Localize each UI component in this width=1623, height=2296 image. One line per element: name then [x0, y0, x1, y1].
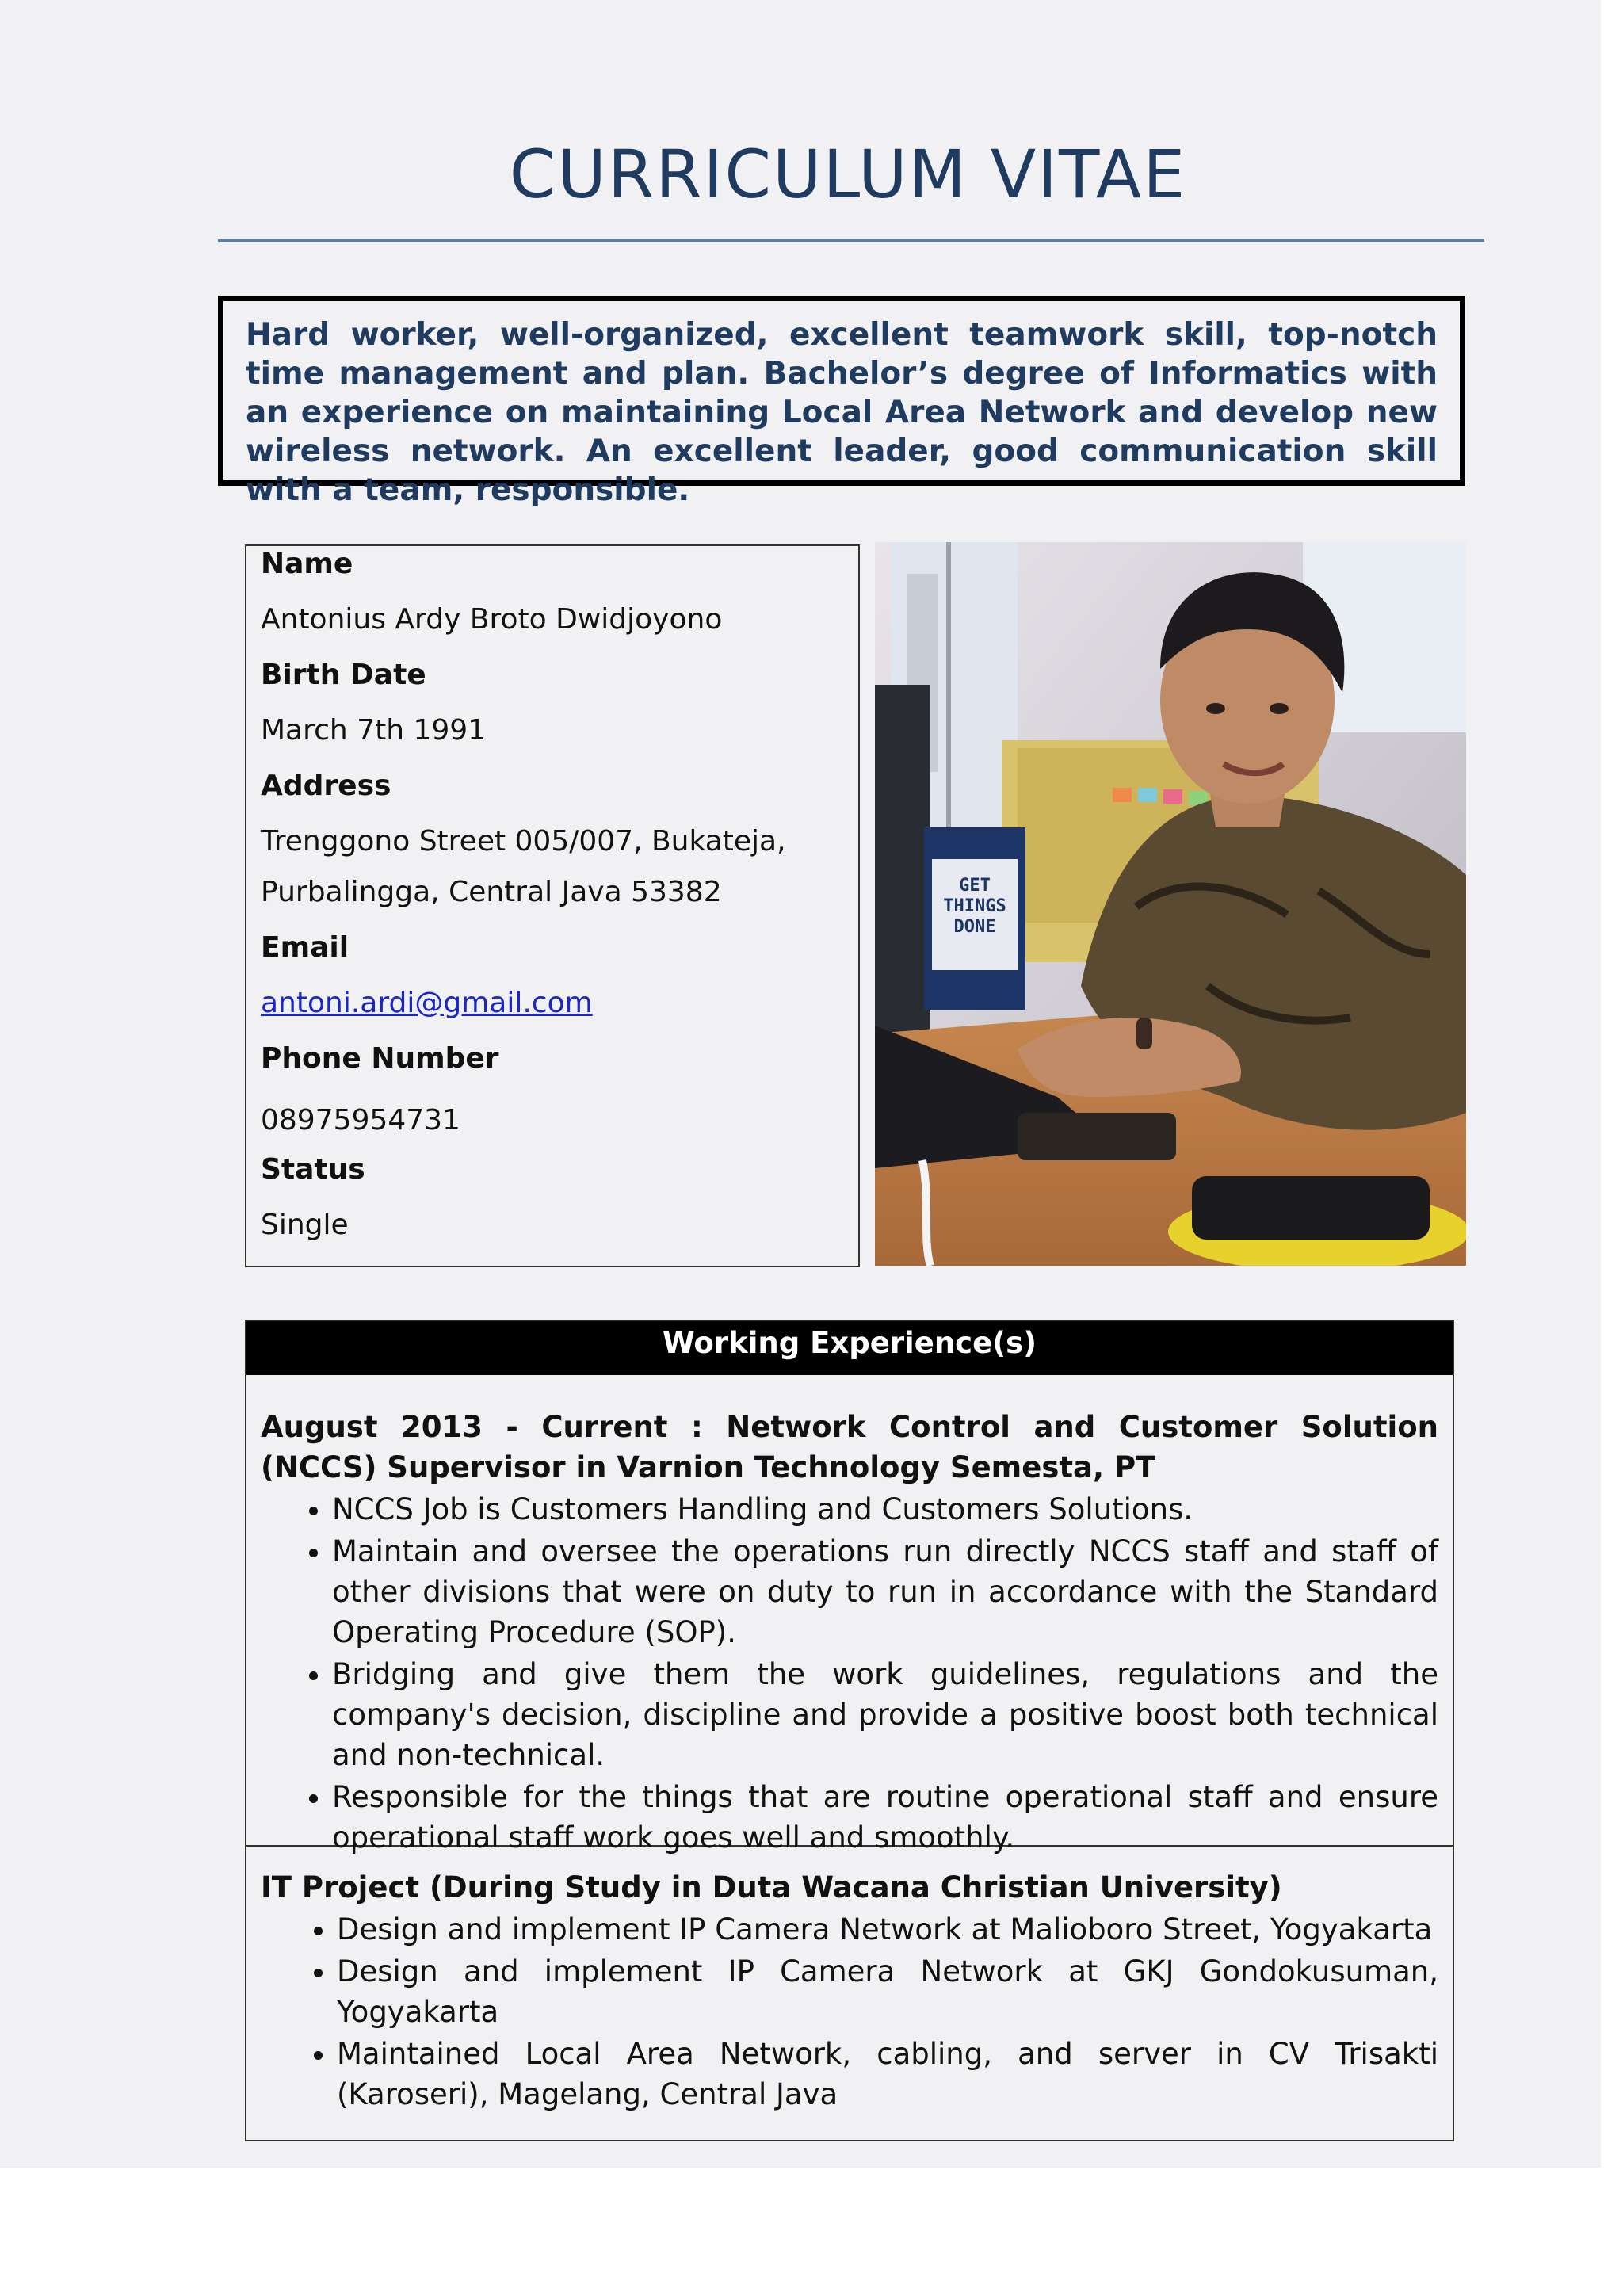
birth-date-label: Birth Date — [261, 659, 426, 691]
birth-date-value: March 7th 1991 — [261, 714, 487, 747]
address-line-2: Purbalingga, Central Java 53382 — [261, 876, 722, 908]
job-entry — [246, 1375, 1453, 1855]
project-bullet-1: • Design and implement IP Camera Network at Malioboro Street, Yogyakarta — [337, 1909, 1438, 1950]
job-bullet-4: • Responsible for the things that are routine operational staff and ensure operational staff work goes well and smoothly. — [332, 1777, 1438, 1858]
job-bullets — [261, 1489, 1438, 1858]
job-bullet-1: • NCCS Job is Customers Handling and Customers Solutions. — [332, 1489, 1438, 1530]
sign-line-1: GET — [959, 876, 991, 896]
email-value-row — [261, 987, 844, 1020]
name-label: Name — [261, 548, 353, 580]
address-line-1: Trenggono Street 005/007, Bukateja, — [261, 825, 786, 858]
job-bullet-3: • Bridging and give them the work guidelines, regulations and the company's decision, discipline and provide a positive boost both technical and non-technical. — [332, 1654, 1438, 1775]
sign-line-3: DONE — [953, 917, 996, 937]
title-divider — [218, 239, 1484, 242]
phone-value: 08975954731 — [261, 1104, 460, 1137]
project-bullets — [261, 1909, 1438, 2115]
project-bullet-3: • Maintained Local Area Network, cabling, and server in CV Trisakti (Karoseri), Magelang, Central Java — [337, 2034, 1438, 2115]
summary-box: Hard worker, well-organized, excellent teamwork skill, top-notch time management and plan. Bachelor’s degree of Informatics with an experience on maintaining Local Area Network and develop new wireless network. An excellent leader, good communication skill with a team, responsible. — [218, 296, 1465, 486]
experience-heading: Working Experience(s) — [246, 1321, 1453, 1375]
job-bullet-2: • Maintain and oversee the operations run directly NCCS staff and staff of other divisions that were on duty to run in accordance with the Standard Operating Procedure (SOP). — [332, 1531, 1438, 1652]
page-title: CURRICULUM VITAE — [509, 136, 1187, 213]
name-value: Antonius Ardy Broto Dwidjoyono — [261, 603, 723, 636]
personal-info-box — [245, 544, 860, 1267]
address-label: Address — [261, 770, 391, 802]
project-title: IT Project (During Study in Duta Wacana Christian University) — [261, 1870, 1282, 1904]
phone-label: Phone Number — [261, 1042, 499, 1075]
status-value: Single — [261, 1209, 349, 1241]
sign-line-2: THINGS — [943, 896, 1006, 916]
job-title: August 2013 - Current : Network Control and Customer Solution (NCCS) Supervisor in Varnion Technology Semesta, PT — [261, 1410, 1438, 1484]
email-link[interactable]: antoni.ardi@gmail.com — [261, 987, 593, 1019]
project-bullet-2: • Design and implement IP Camera Network at GKJ Gondokusuman, Yogyakarta — [337, 1951, 1438, 2032]
email-label: Email — [261, 931, 349, 964]
project-entry — [246, 1847, 1453, 2115]
status-label: Status — [261, 1153, 365, 1186]
profile-photo — [875, 542, 1466, 1266]
experience-table — [245, 1320, 1454, 2141]
